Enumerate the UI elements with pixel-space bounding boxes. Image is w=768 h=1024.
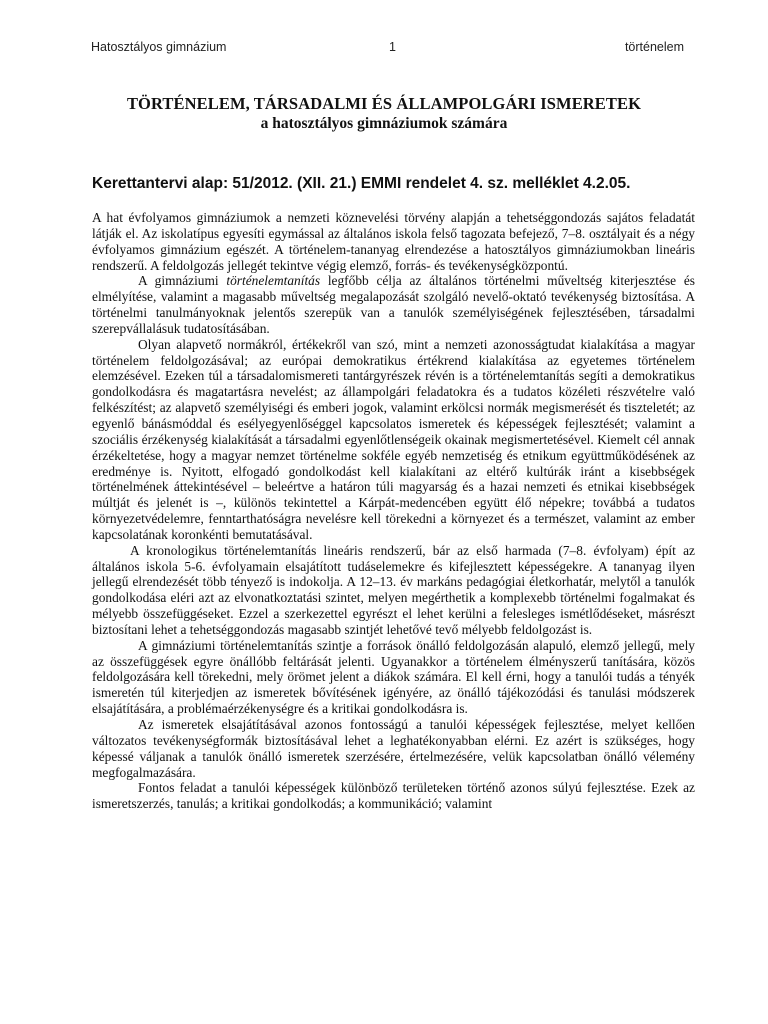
paragraph-5: A gimnáziumi történelemtanítás szintje a források önálló feldolgozásán alapuló, elemző jellegű, mely az összefüggések egyre önállóbb feltárását jelenti. Ugyanakkor a történelem élményszerű tanítására, közös feldolgozására kell törekedni, mely örömet jelent a diákok számára. El kell érni, hogy a tanulói tudás a tényék ismeretén túl kiterjedjen az ismeretek bővítésének igényére, az önálló tájékozódási és tanulási módszerek elsajátítására, a problémaérzékenységre és a kritikai gondolkodásra is. bbox=[92, 637, 695, 717]
running-header bbox=[91, 40, 684, 58]
paragraph-7: Fontos feladat a tanulói képességek különböző területeken történő azonos súlyú fejlesztése. Ezek az ismeretszerzés, tanulás; a kritikai gondolkodás; a kommunikáció; valamint bbox=[92, 780, 695, 812]
paragraph-6: Az ismeretek elsajátításával azonos fontosságú a tanulói képességek fejlesztése, melyet kellően változatos tevékenységformák biztosításával lehet a leghatékonyabban elérni. Ez azért is szükséges, hogy képessé váljanak a tanulók önálló ismeretek szerzésére, értelmezésére, velük kapcsolatban önálló vélemény megfogalmazására. bbox=[92, 717, 695, 780]
paragraph-1: A hat évfolyamos gimnáziumok a nemzeti köznevelési törvény alapján a tehetséggondozás sajátos feladatát látják el. Az iskolatípus egyesíti egymással az általános iskola felső tagozata befejező, 7–8. osztályait és a négy évfolyamos gimnázium egészét. A történelem-tananyag elrendezése a hatosztályos gimnáziumokban lineáris rendszerű. A feldolgozás jellegét tekintve végig elemző, forrás- és tevékenységközpontú. bbox=[92, 210, 695, 273]
body-text bbox=[92, 210, 695, 812]
title-subtitle: a hatosztályos gimnáziumok számára bbox=[260, 115, 508, 132]
header-subject: történelem bbox=[624, 40, 684, 54]
framework-reference: Kerettantervi alap: 51/2012. (XII. 21.) EMMI rendelet 4. sz. melléklet 4.2.05. bbox=[92, 175, 631, 192]
paragraph-3: Olyan alapvető normákról, értékekről van szó, mint a nemzeti azonosságtudat kialakítása a magyar történelem feldolgozásával; az európai demokratikus értékrend kialakítása az egyetemes történelem elemzésével. Ezeken túl a társadalomismereti tantárgyrészek révén is a történelemtanítás segíti a demokratikus gondolkodásra és magatartásra nevelést; az állampolgári feladatokra és a tudatos közéleti részvételre való felkészítést; az alapvető személyiségi és emberi jogok, valamint erkölcsi normák megismerését és tiszteletét; az egyenlő bánásmóddal és esélyegyenlőséggel kapcsolatos ismeretek és képességek fejlesztését; valamint a szociális érzékenység kialakítását a társadalmi egyenlőtlenségeik okainak megismertetésével. Kiemelt cél annak érzékeltetése, hogy a magyar nemzet történelme sokféle egyéb nemzetiség és etnikum együttműködésének az eredménye is. Nyitott, elfogadó gondolkodást kell kialakítani az eltérő kultúrák iránt a kisebbségek történelmének áttekintésével – beleértve a határon túli magyarság és a hazai nemzeti és etnikai kisebbségek múltját és jelenét is –, különös tekintettel a Kárpát-medencében együtt élő népekre; továbbá a tudatos környezetvédelemre, fenntarthatóságra nevelésre kell törekedni a környezet és a természet, valamint az ember kapcsolatának koronkénti bemutatásával. bbox=[92, 336, 695, 542]
paragraph-2-emphasis: történelemtanítás bbox=[226, 273, 321, 289]
document-title bbox=[60, 94, 708, 134]
paragraph-2-start: A gimnáziumi bbox=[138, 273, 227, 289]
paragraph-4: A kronologikus történelemtanítás lineáris rendszerű, bár az első harmada (7–8. évfolyam) épít az általános iskola 5-6. évfolyamain elsajátított tudáselemekre és kifejlesztett képességekre. A tananyag ilyen jellegű elrendezését több tényező is indokolja. A 12–13. év markáns pedagógiai életkorhatár, melytől a tanulók gondolkodása eléri azt az elvonatkoztatási szintet, melyen megérthetik a komplexebb történelmi fogalmakat és mélyebb összefüggéseket. Ezzel a szerkezettel egyrészt el lehet kerülni a felesleges ismétlődéseket, másrészt biztosítani lehet a tehetséggondozás magasabb szintjét lehetővé tevő mélyebb feldolgozást is. bbox=[92, 542, 695, 637]
header-school-type: Hatosztályos gimnázium bbox=[91, 40, 227, 54]
page-number: 1 bbox=[389, 40, 396, 54]
title-main: TÖRTÉNELEM, TÁRSADALMI ÉS ÁLLAMPOLGÁRI ISMERETEK bbox=[126, 94, 642, 113]
paragraph-2-rest: legfőbb célja az általános történelmi műveltség kiterjesztése és elmélyítése, valamint a magasabb műveltség megalapozását szolgáló nevelő-oktató tevékenység biztosítása. A történelmi tanulmányoknak jelentős szerepük van a tanulók személyiségének fejlesztésében, társadalmi szerepvállalásuk tudatosításában. bbox=[92, 273, 695, 336]
paragraph-2 bbox=[92, 273, 695, 336]
